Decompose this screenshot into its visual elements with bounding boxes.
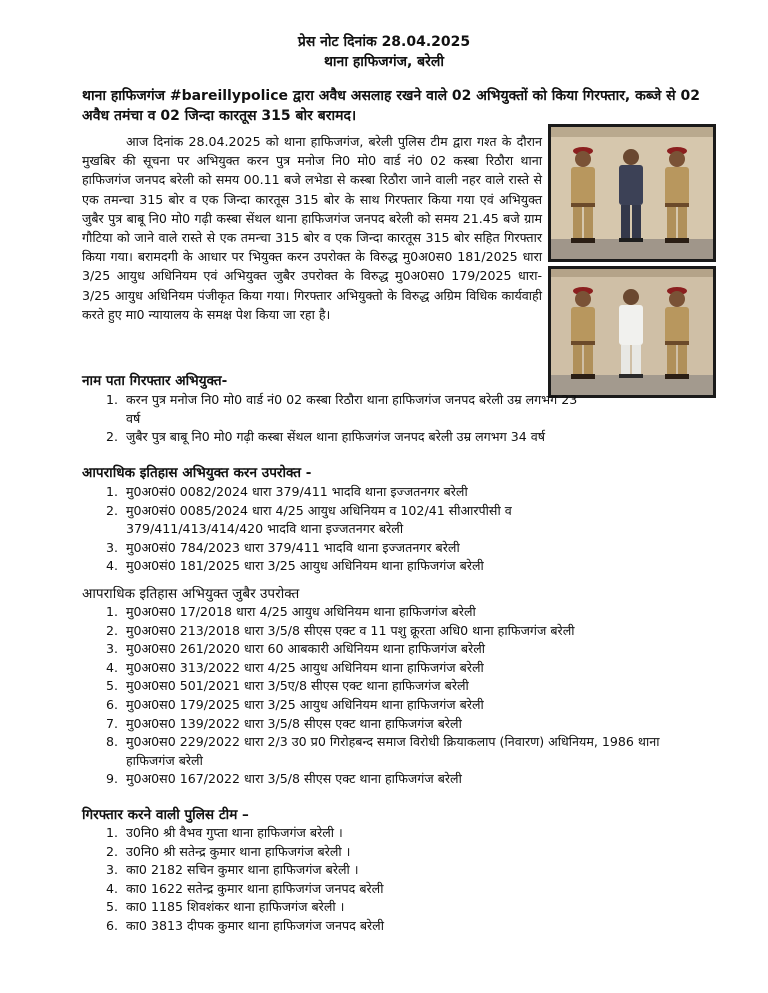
team-list bbox=[82, 824, 742, 936]
list-item: 9. मु0अ0स0 167/2022 धारा 3/5/8 सीएस एक्ट थाना हाफिजगंज बरेली bbox=[122, 770, 702, 789]
history-zubair-list bbox=[82, 603, 702, 789]
list-item: 7. मु0अ0स0 139/2022 धारा 3/5/8 सीएस एक्ट थाना हाफिजगंज बरेली bbox=[122, 715, 702, 734]
list-item: 5. मु0अ0स0 501/2021 धारा 3/5ए/8 सीएस एक्ट थाना हाफिजगंज बरेली bbox=[122, 677, 702, 696]
list-item: 2. मु0अ0स0 213/2018 धारा 3/5/8 सीएस एक्ट व 11 पशु क्रूरता अधि0 थाना हाफिजगंज बरेली bbox=[122, 622, 702, 641]
body-paragraph bbox=[82, 132, 542, 324]
history-karan-heading: आपराधिक इतिहास अभियुक्त करन उपरोक्त - bbox=[82, 465, 312, 481]
list-item: 1. उ0नि0 श्री वैभव गुप्ता थाना हाफिजगंज बरेली । bbox=[122, 824, 742, 843]
list-item: 3. मु0अ0स0 261/2020 धारा 60 आबकारी अधिनियम थाना हाफिजगंज बरेली bbox=[122, 640, 702, 659]
team-heading: गिरफ्तार करने वाली पुलिस टीम – bbox=[82, 807, 249, 823]
station-name: थाना हाफिजगंज, बरेली bbox=[323, 54, 444, 70]
list-item: 2. उ0नि0 श्री सतेन्द्र कुमार थाना हाफिजगंज बरेली । bbox=[122, 843, 742, 862]
list-item: 4. मु0अ0स0 313/2022 धारा 4/25 आयुध अधिनियम थाना हाफिजगंज बरेली bbox=[122, 659, 702, 678]
list-item: 1. करन पुत्र मनोज नि0 मो0 वार्ड नं0 02 कस्बा रिठौरा थाना हाफिजगंज जनपद बरेली उम्र लगभग 23 वर्ष bbox=[122, 391, 582, 428]
list-item: 1. मु0अ0सं0 0082/2024 धारा 379/411 भादवि थाना इज्जतनगर बरेली bbox=[122, 483, 622, 502]
headline: थाना हाफिजगंज #bareillypolice द्वारा अवैध असलाह रखने वाले 02 अभियुक्तों को किया गिरफ्तार, कब्जे से 02 अवैध तमंचा व 02 जिन्दा कारतूस 315 बोर बरामद। bbox=[82, 88, 700, 124]
list-item: 3. का0 2182 सचिन कुमार थाना हाफिजगंज बरेली । bbox=[122, 861, 742, 880]
arrested-heading: नाम पता गिरफ्तार अभियुक्त- bbox=[82, 373, 228, 389]
arrest-photo-2 bbox=[548, 266, 716, 398]
list-item: 2. मु0अ0सं0 0085/2024 धारा 4/25 आयुध अधिनियम व 102/41 सीआरपीसी व 379/411/413/414/420 भादवि थाना इज्जतनगर बरेली bbox=[122, 502, 622, 539]
arrest-photo-1 bbox=[548, 124, 716, 262]
list-item: 4. का0 1622 सतेन्द्र कुमार थाना हाफिजगंज जनपद बरेली bbox=[122, 880, 742, 899]
list-item: 5. का0 1185 शिवशंकर थाना हाफिजगंज बरेली । bbox=[122, 898, 742, 917]
history-karan-list bbox=[82, 483, 622, 576]
list-item: 6. मु0अ0स0 179/2025 धारा 3/25 आयुध अधिनियम थाना हाफिजगंज बरेली bbox=[122, 696, 702, 715]
list-item: 8. मु0अ0स0 229/2022 धारा 2/3 उ0 प्र0 गिरोहबन्द समाज विरोधी क्रियाकलाप (निवारण) अधिनियम, 1986 थाना हाफिजगंज बरेली bbox=[122, 733, 702, 770]
list-item: 6. का0 3813 दीपक कुमार थाना हाफिजगंज जनपद बरेली bbox=[122, 917, 742, 936]
body-text: आज दिनांक 28.04.2025 को थाना हाफिजगंज, बरेली पुलिस टीम द्वारा गश्त के दौरान मुखबिर की सूचना पर अभियुक्त करन पुत्र मनोज नि0 मो0 वार्ड नं0 02 कस्बा रिठौरा थाना हाफिजगंज जनपद बरेली को समय 00.11 बजे लभेडा से कस्बा रिठौरा जाने वाली नहर वाले रास्ते से एक तमन्चा 315 बोर व एक जिन्दा कारतूस 315 बोर के साथ गिरफ्तार किया गया एवं अभियुक्त जुबैर पुत्र बाबू नि0 मो0 गढ़ी कस्बा सेंथल थाना हाफिजगंज जनपद बरेली को समय 21.45 बजे ग्राम गौटिया को जाने वाले रास्ते से एक तमन्चा 315 बोर व एक जिन्दा कारतूस 315 बोर सहित गिरफ्तार किया गया। बरामदगी के आधार पर भियुक्त करन उपरोक्त के विरुद्ध मु0अ0स0 181/2025 धारा 3/25 आयुध अधिनियम एवं अभियुक्त जुबैर उपरोक्त के विरुद्ध मु0अ0स0 179/2025 धारा- 3/25 आयुध अधिनियम पंजीकृत किया गया। गिरफ्तार अभियुक्तो के विरुद्ध अग्रिम विधिक कार्यवाही करते हुए मा0 न्यायालय के समक्ष पेश किया जा रहा है। bbox=[82, 134, 542, 322]
list-item: 3. मु0अ0सं0 784/2023 धारा 379/411 भादवि थाना इज्जतनगर बरेली bbox=[122, 539, 622, 558]
history-zubair-heading: आपराधिक इतिहास अभियुक्त जुबैर उपरोक्त bbox=[82, 586, 300, 602]
list-item: 4. मु0अ0सं0 181/2025 धारा 3/25 आयुध अधिनियम थाना हाफिजगंज बरेली bbox=[122, 557, 622, 576]
list-item: 2. जुबैर पुत्र बाबू नि0 मो0 गढ़ी कस्बा सेंथल थाना हाफिजगंज जनपद बरेली उम्र लगभग 34 वर्ष bbox=[122, 428, 726, 447]
list-item: 1. मु0अ0स0 17/2018 धारा 4/25 आयुध अधिनियम थाना हाफिजगंज बरेली bbox=[122, 603, 702, 622]
arrested-list bbox=[82, 391, 582, 447]
press-note-date: प्रेस नोट दिनांक 28.04.2025 bbox=[297, 34, 471, 50]
